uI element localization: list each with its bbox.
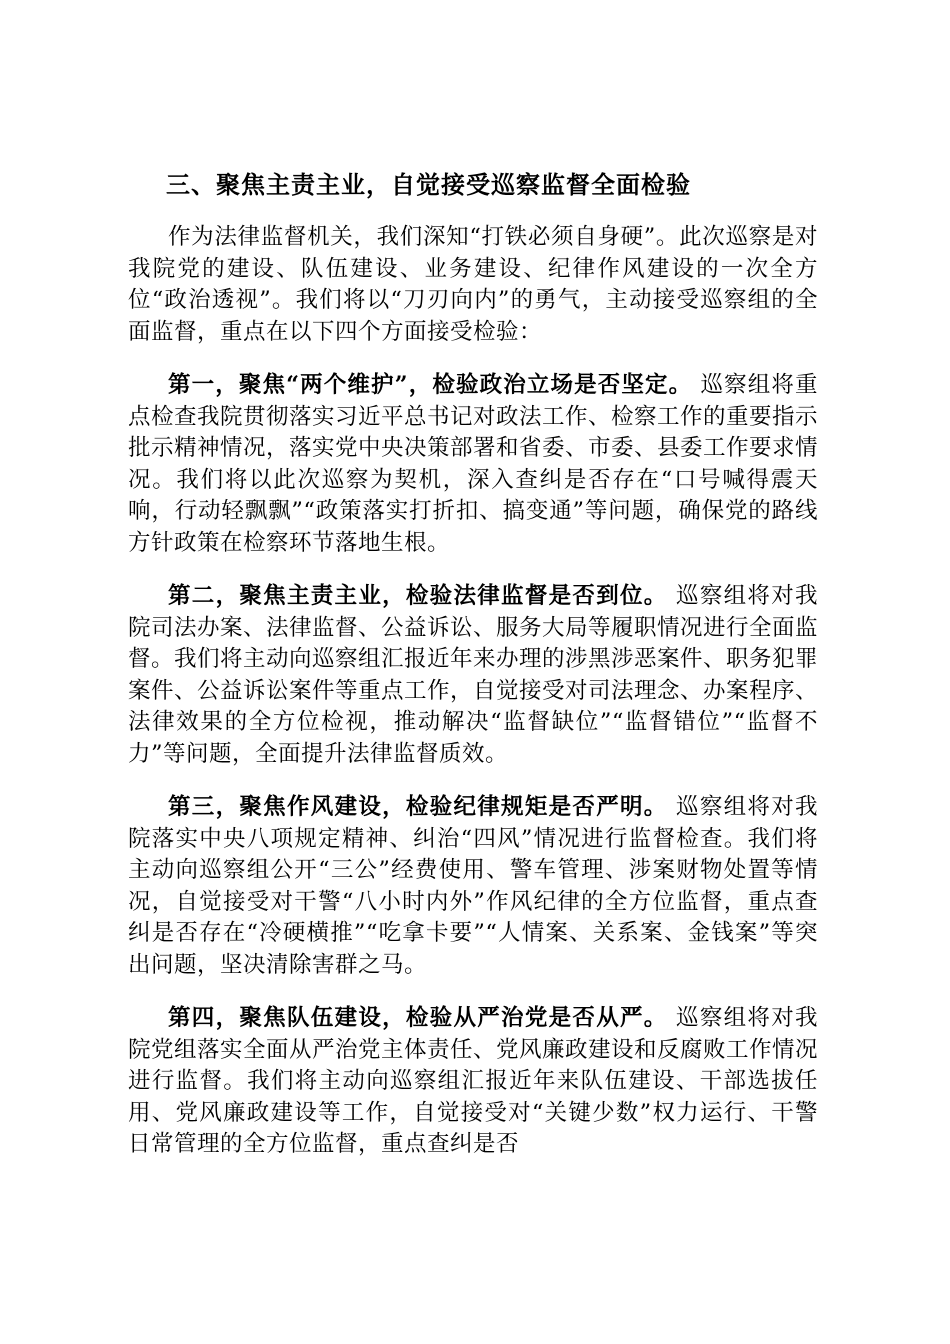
point-4-lead: 第四，聚焦队伍建设，检验从严治党是否从严。 (168, 1005, 668, 1031)
point-2-lead: 第二，聚焦主责主业，检验法律监督是否到位。 (168, 583, 668, 609)
point-1-body: 巡察组将重点检查我院贯彻落实习近平总书记对政法工作、检察工作的重要指示批示精神情况，落实党中央决策部署和省委、市委、县委工作要求情况。我们将以此次巡察为契机，深入查纠是否存在“口号喊得震天响，行动轻飘飘”“政策落实打折扣、搞变通”等问题，确保党的路线方针政策在检察环节落地生根。 (128, 372, 819, 556)
point-4-body: 巡察组将对我院党组落实全面从严治党主体责任、党风廉政建设和反腐败工作情况进行监督。我们将主动向巡察组汇报近年来队伍建设、干部选拔任用、党风廉政建设等工作，自觉接受对“关键少数”权力运行、干警日常管理的全方位监督，重点查纠是否 (128, 1005, 819, 1157)
point-paragraph-3 (128, 792, 818, 981)
section-heading: 三、聚焦主责主业，自觉接受巡察监督全面检验 (166, 170, 691, 199)
point-paragraph-2 (128, 581, 818, 770)
point-3-body: 巡察组将对我院落实中央八项规定精神、纠治“四风”情况进行监督检查。我们将主动向巡察组公开“三公”经费使用、警车管理、涉案财物处置等情况，自觉接受对干警“八小时内外”作风纪律的全方位监督，重点查纠是否存在“冷硬横推”“吃拿卡要”“人情案、关系案、金钱案”等突出问题，坚决清除害群之马。 (128, 794, 818, 978)
intro-text: 作为法律监督机关，我们深知“打铁必须自身硬”。此次巡察是对我院党的建设、队伍建设、业务建设、纪律作风建设的一次全方位“政治透视”。我们将以“刀刃向内”的勇气，主动接受巡察组的全面监督，重点在以下四个方面接受检验： (128, 224, 818, 345)
point-paragraph-1 (128, 370, 818, 559)
point-3-lead: 第三，聚焦作风建设，检验纪律规矩是否严明。 (168, 794, 668, 820)
point-1-lead: 第一，聚焦“两个维护”，检验政治立场是否坚定。 (168, 372, 693, 398)
document-body (128, 166, 818, 1183)
intro-paragraph (128, 222, 818, 348)
point-paragraph-4 (128, 1003, 818, 1161)
point-2-body: 巡察组将对我院司法办案、法律监督、公益诉讼、服务大局等履职情况进行全面监督。我们将主动向巡察组汇报近年来办理的涉黑涉恶案件、职务犯罪案件、公益诉讼案件等重点工作，自觉接受对司法理念、办案程序、法律效果的全方位检视，推动解决“监督缺位”“监督错位”“监督不力”等问题，全面提升法律监督质效。 (128, 583, 819, 767)
